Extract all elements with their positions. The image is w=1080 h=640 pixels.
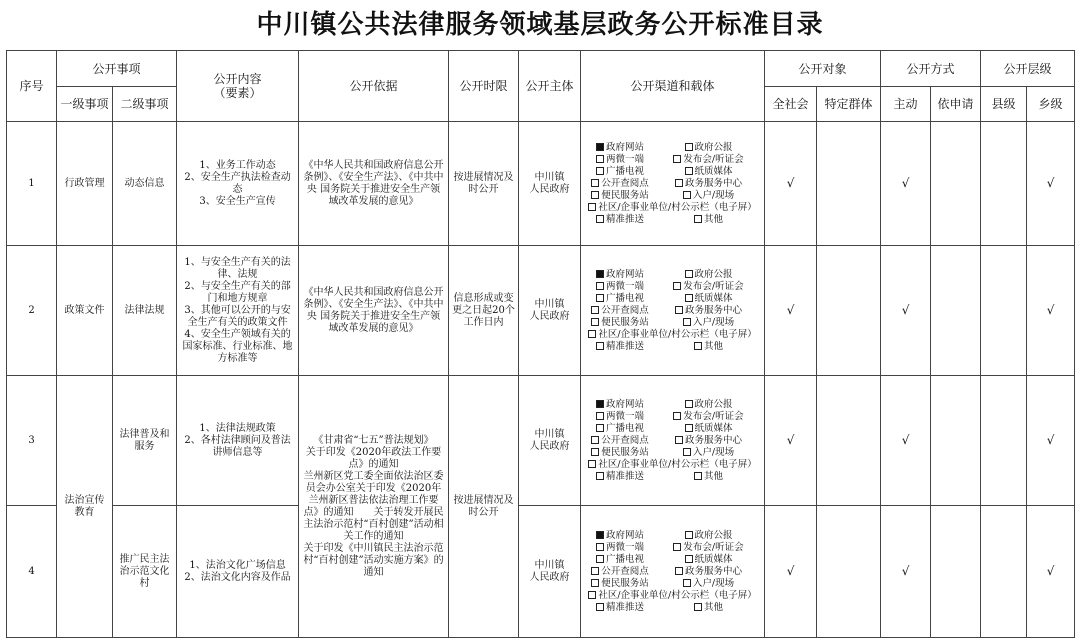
unchecked-box-icon (588, 203, 596, 211)
unchecked-box-icon (596, 424, 604, 432)
channel-option (656, 411, 761, 423)
header-level2: 二级事项 (113, 87, 177, 122)
channel-option (584, 166, 656, 178)
channel-option (656, 578, 761, 590)
unchecked-box-icon (694, 215, 702, 223)
header-basis: 公开依据 (299, 51, 449, 122)
unchecked-box-icon (683, 191, 691, 199)
channel-label: 广播电视 (606, 292, 645, 304)
header-level1: 一级事项 (57, 87, 113, 122)
channel-option (584, 590, 761, 602)
channel-label: 便民服务站 (601, 446, 649, 458)
channel-option (584, 305, 656, 317)
row-seq: 2 (7, 246, 57, 376)
channel-option (656, 305, 761, 317)
check-specific (817, 246, 881, 376)
header-channels: 公开渠道和载体 (581, 51, 765, 122)
row-basis-merged: 《甘肃省“七五”普法规划》 关于印发《2020年政法工作要点》的通知 兰州新区党工委全面依法治区委员会办公室关于印发《2020年兰州新区普法依法治理工作要点》的通知 关于转发开展民主法治示范村“百村创建”活动相关工作的通知 关于印发《中川镇民主法治示范村“百村创建”活动实施方案》的通知 (299, 376, 449, 638)
row-channels (581, 122, 765, 246)
row-time: 信息形成或变更之日起20个工作日内 (449, 246, 519, 376)
channel-option (584, 178, 656, 190)
header-specific: 特定群体 (817, 87, 881, 122)
channel-label: 社区/企事业单位/村公示栏（电子屏） (598, 328, 757, 340)
channel-label: 广播电视 (606, 553, 645, 565)
channel-label: 入户/现场 (692, 316, 735, 328)
header-time: 公开时限 (449, 51, 519, 122)
channel-option (656, 341, 761, 353)
row-content: 1、法治文化广场信息 2、法治文化内容及作品 (177, 506, 299, 638)
check-mark: √ (1046, 175, 1055, 190)
channel-label: 其他 (704, 340, 724, 352)
channel-option (656, 317, 761, 329)
channel-option (584, 154, 656, 166)
check-town (1027, 506, 1075, 638)
unchecked-box-icon (683, 318, 691, 326)
channel-option (656, 542, 761, 554)
check-county (981, 246, 1027, 376)
channel-label: 入户/现场 (692, 189, 735, 201)
channel-option (584, 602, 656, 614)
channel-option (584, 317, 656, 329)
row-level1-merged: 法治宣传教育 (57, 376, 113, 638)
channel-option (656, 471, 761, 483)
row-channels (581, 376, 765, 506)
channel-option (656, 293, 761, 305)
table-row (7, 506, 1075, 638)
check-specific (817, 506, 881, 638)
check-society (765, 246, 817, 376)
row-subject: 中川镇 人民政府 (519, 376, 581, 506)
unchecked-box-icon (591, 306, 599, 314)
unchecked-box-icon (591, 436, 599, 444)
channel-label: 公开查阅点 (601, 177, 649, 189)
row-basis: 《中华人民共和国政府信息公开条例》、《安全生产法》、《中共中央 国务院关于推进安全生产领域改革发展的意见》 (299, 122, 449, 246)
channel-option (584, 214, 656, 226)
check-mark: √ (901, 302, 910, 317)
unchecked-box-icon (596, 282, 604, 290)
channel-label: 广播电视 (606, 165, 645, 177)
channel-label: 其他 (704, 470, 724, 482)
channel-option (584, 459, 761, 471)
check-active (881, 376, 931, 506)
unchecked-box-icon (588, 591, 596, 599)
channel-option (584, 447, 656, 459)
channel-option (584, 566, 656, 578)
channel-option (656, 190, 761, 202)
unchecked-box-icon (588, 330, 596, 338)
row-level2: 法律普及和服务 (113, 376, 177, 506)
channel-option (584, 142, 656, 154)
unchecked-box-icon (591, 579, 599, 587)
channel-label: 政府公报 (694, 268, 733, 280)
channel-label: 其他 (704, 601, 724, 613)
header-subject: 公开主体 (519, 51, 581, 122)
channel-label: 政府公报 (694, 529, 733, 541)
unchecked-box-icon (596, 342, 604, 350)
channel-option (656, 530, 761, 542)
channel-option (656, 269, 761, 281)
header-town: 乡级 (1027, 87, 1075, 122)
row-subject: 中川镇 人民政府 (519, 246, 581, 376)
channel-label: 精准推送 (606, 601, 645, 613)
channel-label: 发布会/听证会 (683, 410, 744, 422)
channel-option (584, 435, 656, 447)
unchecked-box-icon (685, 167, 693, 175)
channel-label: 纸质媒体 (694, 553, 733, 565)
unchecked-box-icon (596, 155, 604, 163)
channel-label: 政务服务中心 (685, 434, 743, 446)
check-active (881, 122, 931, 246)
channel-label: 发布会/听证会 (683, 280, 744, 292)
header-request: 依申请 (931, 87, 981, 122)
check-request (931, 376, 981, 506)
row-seq: 4 (7, 506, 57, 638)
channel-option (584, 530, 656, 542)
channel-label: 政府网站 (606, 398, 645, 410)
channel-label: 纸质媒体 (694, 422, 733, 434)
unchecked-box-icon (588, 460, 596, 468)
unchecked-box-icon (685, 531, 693, 539)
channel-option (656, 435, 761, 447)
check-mark: √ (786, 302, 795, 317)
check-request (931, 122, 981, 246)
check-society (765, 122, 817, 246)
unchecked-box-icon (694, 342, 702, 350)
channel-option (584, 281, 656, 293)
channel-label: 精准推送 (606, 213, 645, 225)
channel-label: 政府网站 (606, 141, 645, 153)
channel-option (584, 399, 656, 411)
channel-label: 政府网站 (606, 268, 645, 280)
channel-option (584, 411, 656, 423)
channel-option (584, 329, 761, 341)
check-mark: √ (786, 175, 795, 190)
channel-option (656, 154, 761, 166)
channel-label: 政务服务中心 (685, 565, 743, 577)
header-active: 主动 (881, 87, 931, 122)
unchecked-box-icon (596, 555, 604, 563)
channel-label: 公开查阅点 (601, 565, 649, 577)
check-mark: √ (1046, 302, 1055, 317)
check-county (981, 506, 1027, 638)
channel-option (656, 554, 761, 566)
checked-box-icon (596, 531, 604, 539)
row-level2: 动态信息 (113, 122, 177, 246)
check-specific (817, 376, 881, 506)
unchecked-box-icon (685, 555, 693, 563)
unchecked-box-icon (596, 472, 604, 480)
unchecked-box-icon (673, 155, 681, 163)
header-society: 全社会 (765, 87, 817, 122)
channel-label: 便民服务站 (601, 577, 649, 589)
check-request (931, 506, 981, 638)
unchecked-box-icon (694, 603, 702, 611)
channel-option (656, 566, 761, 578)
channel-option (656, 281, 761, 293)
row-level2: 法律法规 (113, 246, 177, 376)
header-matter: 公开事项 (57, 51, 177, 87)
unchecked-box-icon (591, 318, 599, 326)
unchecked-box-icon (675, 567, 683, 575)
channel-option (584, 341, 656, 353)
unchecked-box-icon (685, 143, 693, 151)
unchecked-box-icon (591, 179, 599, 187)
unchecked-box-icon (596, 215, 604, 223)
channel-option (656, 214, 761, 226)
row-time-merged: 按进展情况及时公开 (449, 376, 519, 638)
row-seq: 3 (7, 376, 57, 506)
channel-label: 其他 (704, 213, 724, 225)
row-channels (581, 246, 765, 376)
channel-label: 政府公报 (694, 398, 733, 410)
unchecked-box-icon (685, 424, 693, 432)
channel-label: 广播电视 (606, 422, 645, 434)
row-content: 1、业务工作动态 2、安全生产执法检查动态 3、安全生产宣传 (177, 122, 299, 246)
check-mark: √ (901, 432, 910, 447)
channel-label: 两微一端 (606, 153, 645, 165)
check-active (881, 246, 931, 376)
channel-label: 精准推送 (606, 340, 645, 352)
check-mark: √ (786, 563, 795, 578)
unchecked-box-icon (683, 448, 691, 456)
row-level1: 行政管理 (57, 122, 113, 246)
channel-label: 发布会/听证会 (683, 153, 744, 165)
channel-label: 政府网站 (606, 529, 645, 541)
check-mark: √ (1046, 432, 1055, 447)
channel-label: 两微一端 (606, 280, 645, 292)
page-title: 中川镇公共法律服务领域基层政务公开标准目录 (256, 10, 824, 40)
unchecked-box-icon (675, 306, 683, 314)
channel-option (656, 178, 761, 190)
table-row (7, 122, 1075, 246)
check-county (981, 376, 1027, 506)
check-request (931, 246, 981, 376)
header-method: 公开方式 (881, 51, 981, 87)
row-level1: 政策文件 (57, 246, 113, 376)
check-society (765, 376, 817, 506)
channel-label: 政府公报 (694, 141, 733, 153)
row-content: 1、法律法规政策 2、各村法律顾问及普法讲师信息等 (177, 376, 299, 506)
unchecked-box-icon (596, 167, 604, 175)
check-mark: √ (786, 432, 795, 447)
channel-option (656, 166, 761, 178)
header-county: 县级 (981, 87, 1027, 122)
channel-label: 社区/企事业单位/村公示栏（电子屏） (598, 458, 757, 470)
table-row (7, 246, 1075, 376)
check-society (765, 506, 817, 638)
row-subject: 中川镇 人民政府 (519, 122, 581, 246)
unchecked-box-icon (673, 282, 681, 290)
check-town (1027, 246, 1075, 376)
channel-label: 政务服务中心 (685, 177, 743, 189)
channel-option (656, 447, 761, 459)
channel-option (656, 399, 761, 411)
checked-box-icon (596, 143, 604, 151)
unchecked-box-icon (596, 603, 604, 611)
channel-option (584, 471, 656, 483)
catalog-table (6, 50, 1075, 638)
channel-option (584, 190, 656, 202)
channel-label: 发布会/听证会 (683, 541, 744, 553)
row-subject: 中川镇 人民政府 (519, 506, 581, 638)
channel-label: 纸质媒体 (694, 292, 733, 304)
channel-label: 政务服务中心 (685, 304, 743, 316)
unchecked-box-icon (675, 179, 683, 187)
channel-option (656, 142, 761, 154)
row-content: 1、与安全生产有关的法律、法规 2、与安全生产有关的部门和地方规章 3、其他可以公开的与安全生产有关的政策文件 4、安全生产领域有关的国家标准、行业标准、地方标准等 (177, 246, 299, 376)
unchecked-box-icon (673, 543, 681, 551)
channel-option (584, 578, 656, 590)
check-active (881, 506, 931, 638)
check-mark: √ (901, 175, 910, 190)
unchecked-box-icon (685, 294, 693, 302)
header-level: 公开层级 (981, 51, 1075, 87)
channel-label: 社区/企事业单位/村公示栏（电子屏） (598, 589, 757, 601)
unchecked-box-icon (694, 472, 702, 480)
unchecked-box-icon (596, 294, 604, 302)
header-row-1 (7, 51, 1075, 87)
channel-option (584, 542, 656, 554)
row-seq: 1 (7, 122, 57, 246)
channel-label: 两微一端 (606, 541, 645, 553)
check-mark: √ (901, 563, 910, 578)
checked-box-icon (596, 400, 604, 408)
checked-box-icon (596, 270, 604, 278)
unchecked-box-icon (673, 412, 681, 420)
unchecked-box-icon (591, 191, 599, 199)
channel-label: 纸质媒体 (694, 165, 733, 177)
unchecked-box-icon (675, 436, 683, 444)
channel-option (656, 602, 761, 614)
channel-label: 入户/现场 (692, 446, 735, 458)
unchecked-box-icon (591, 448, 599, 456)
channel-label: 精准推送 (606, 470, 645, 482)
row-basis: 《中华人民共和国政府信息公开条例》、《安全生产法》、《中共中央 国务院关于推进安全生产领域改革发展的意见》 (299, 246, 449, 376)
row-time: 按进展情况及时公开 (449, 122, 519, 246)
channel-label: 公开查阅点 (601, 434, 649, 446)
check-town (1027, 122, 1075, 246)
check-town (1027, 376, 1075, 506)
header-seq: 序号 (7, 51, 57, 122)
row-level2: 推广民主法治示范文化村 (113, 506, 177, 638)
channel-option (584, 269, 656, 281)
unchecked-box-icon (591, 567, 599, 575)
channel-label: 公开查阅点 (601, 304, 649, 316)
channel-option (584, 202, 761, 214)
check-specific (817, 122, 881, 246)
channel-label: 两微一端 (606, 410, 645, 422)
channel-label: 社区/企事业单位/村公示栏（电子屏） (598, 201, 757, 213)
check-county (981, 122, 1027, 246)
channel-option (584, 293, 656, 305)
unchecked-box-icon (683, 579, 691, 587)
header-content: 公开内容 （要素） (177, 51, 299, 122)
channel-option (584, 423, 656, 435)
header-audience: 公开对象 (765, 51, 881, 87)
table-row (7, 376, 1075, 506)
unchecked-box-icon (685, 270, 693, 278)
channel-label: 入户/现场 (692, 577, 735, 589)
check-mark: √ (1046, 563, 1055, 578)
unchecked-box-icon (596, 412, 604, 420)
channel-option (584, 554, 656, 566)
channel-option (656, 423, 761, 435)
channel-label: 便民服务站 (601, 316, 649, 328)
unchecked-box-icon (685, 400, 693, 408)
channel-label: 便民服务站 (601, 189, 649, 201)
row-channels (581, 506, 765, 638)
unchecked-box-icon (596, 543, 604, 551)
